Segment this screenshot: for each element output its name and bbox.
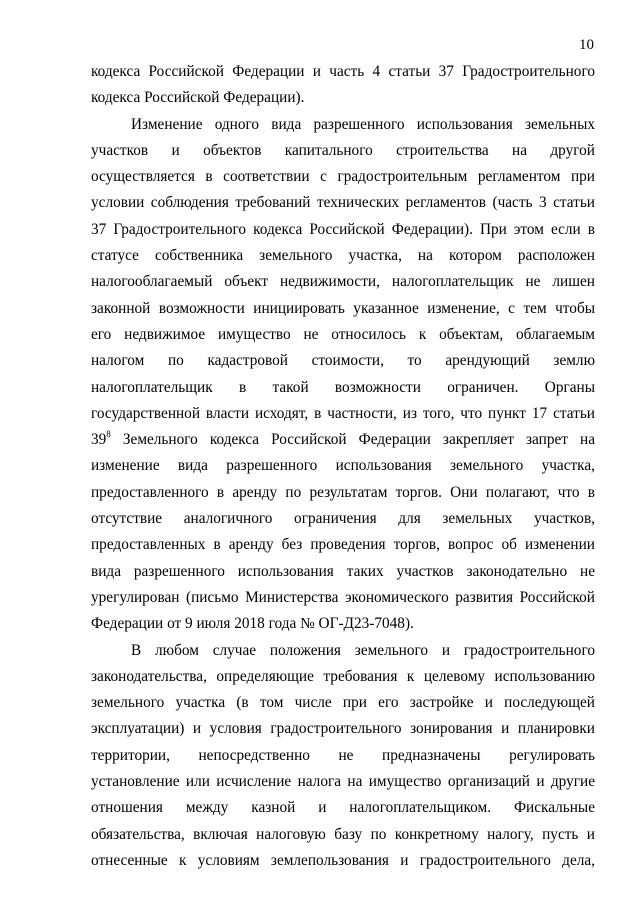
text-line xyxy=(91,585,595,611)
line-text: участков и объектов капитального строительства на другой xyxy=(91,141,595,159)
page-number: 10 xyxy=(579,37,594,53)
text-line xyxy=(91,638,595,664)
line-text: законодательства, определяющие требования к целевому использованию xyxy=(91,667,595,685)
text-line xyxy=(91,59,595,85)
line-text: земельного участка (в том числе при его застройке и последующей xyxy=(91,694,595,712)
text-line xyxy=(91,164,595,190)
text-line xyxy=(91,795,595,821)
text-line xyxy=(91,822,595,848)
line-text: обязательства, включая налоговую базу по конкретному налогу, пусть и xyxy=(91,825,595,843)
text-line xyxy=(91,532,595,558)
line-text: предоставленного в аренду по результатам торгов. Они полагают, что в xyxy=(91,483,595,501)
text-line xyxy=(91,401,595,427)
line-text: кодекса Российской Федерации и часть 4 статьи 37 Градостроительного xyxy=(91,63,595,80)
text-line xyxy=(91,453,595,479)
line-text: предоставленных в аренду без проведения торгов, вопрос об изменении xyxy=(91,536,595,554)
text-line xyxy=(91,138,595,164)
line-text: Изменение одного вида разрешенного использования земельных xyxy=(131,115,595,133)
text-line xyxy=(91,348,595,374)
text-line xyxy=(91,769,595,795)
line-text: изменение вида разрешенного использования земельного участка, xyxy=(91,457,595,475)
line-text: законной возможности инициировать указанное изменение, с тем чтобы xyxy=(91,299,595,317)
line-text: Земельного кодекса Российской Федерации закрепляет запрет на xyxy=(110,431,595,449)
line-text: эксплуатации) и условия градостроительного зонирования и планировки xyxy=(91,720,595,738)
line-text: статусе собственника земельного участка, на котором расположен xyxy=(91,247,595,265)
line-text: его недвижимое имущество не относилось к объектам, облагаемым xyxy=(91,325,595,343)
line-text: государственной власти исходят, в частности, из того, что пункт 17 статьи xyxy=(91,404,595,422)
line-text: отношения между казной и налогоплательщиком. Фискальные xyxy=(91,799,595,817)
line-text: территории, непосредственно не предназначены регулировать xyxy=(91,746,595,764)
text-line xyxy=(91,743,595,769)
text-line xyxy=(91,243,595,269)
text-line xyxy=(91,559,595,585)
line-text: урегулирован (письмо Министерства экономического развития Российской xyxy=(91,588,595,606)
text-line xyxy=(91,375,595,401)
text-line xyxy=(91,427,595,453)
text-line xyxy=(91,480,595,506)
text-line xyxy=(91,112,595,138)
text-line xyxy=(91,848,595,874)
line-text: налогооблагаемый объект недвижимости, налогоплательщик не лишен xyxy=(91,273,595,291)
text-line xyxy=(91,322,595,348)
text-line xyxy=(91,296,595,322)
text-line xyxy=(91,506,595,532)
line-text: кодекса Российской Федерации). xyxy=(91,89,305,107)
text-line xyxy=(91,217,595,243)
line-text: 37 Градостроительного кодекса Российской Федерации). При этом если в xyxy=(91,220,595,238)
line-text: налогоплательщик в такой возможности ограничен. Органы xyxy=(91,378,595,396)
line-text: вида разрешенного использования таких участков законодательно не xyxy=(91,562,595,580)
text-line xyxy=(91,611,595,637)
article-number: 39 xyxy=(91,431,107,449)
line-text: Федерации от 9 июля 2018 года № ОГ-Д23-7048). xyxy=(91,615,414,633)
text-line xyxy=(91,716,595,742)
text-line xyxy=(91,190,595,216)
superscript: 8 xyxy=(106,429,111,440)
text-line xyxy=(91,664,595,690)
line-text: условии соблюдения требований технических регламентов (часть 3 статьи xyxy=(91,194,595,212)
line-text: отсутствие аналогичного ограничения для земельных участков, xyxy=(91,510,595,528)
line-text: осуществляется в соответствии с градостроительным регламентом при xyxy=(91,168,595,186)
line-text: отнесенные к условиям землепользования и градостроительного дела, xyxy=(91,851,595,869)
body-text xyxy=(91,59,595,874)
text-line xyxy=(91,85,595,111)
text-line xyxy=(91,269,595,295)
text-line xyxy=(91,690,595,716)
line-text: установление или исчисление налога на имущество организаций и другие xyxy=(91,773,595,791)
line-text: налогом по кадастровой стоимости, то арендующий землю xyxy=(91,352,595,370)
line-text: В любом случае положения земельного и градостроительного xyxy=(131,641,595,659)
